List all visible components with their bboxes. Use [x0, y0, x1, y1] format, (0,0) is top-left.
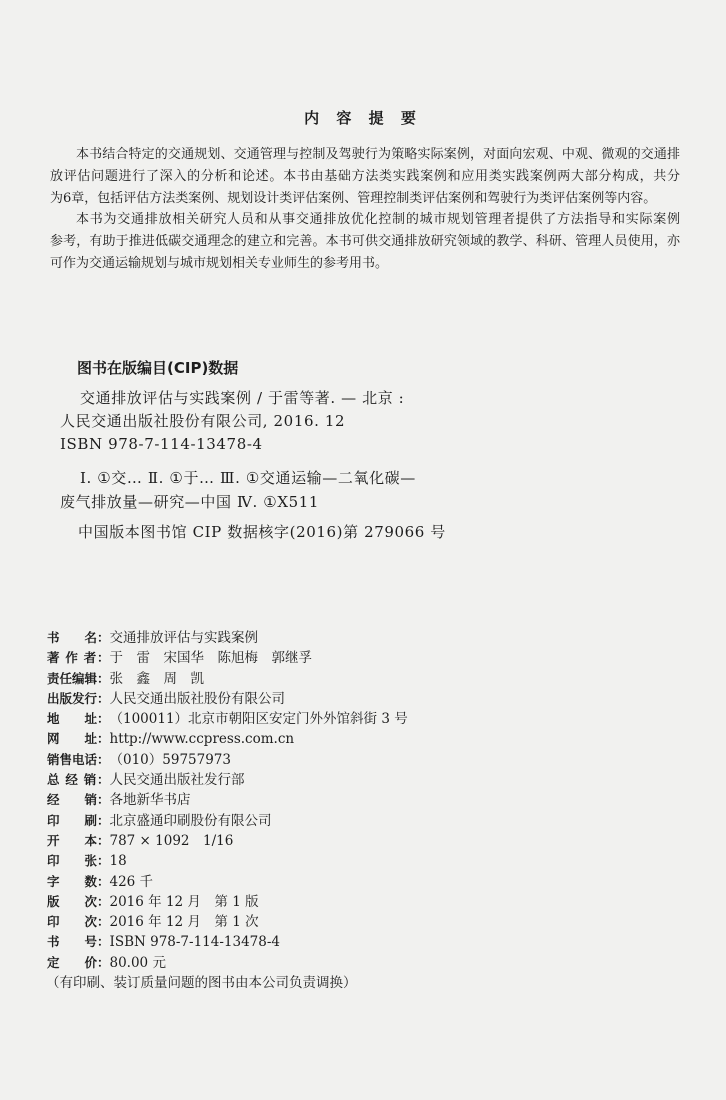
quality-note: （有印刷、装订质量问题的图书由本公司负责调换） [46, 975, 357, 992]
colophon-row [47, 892, 647, 912]
colophon-row [47, 770, 647, 790]
cip-line: 交通排放评估与实践案例 / 于雷等著. — 北京 : [80, 389, 405, 407]
cip-entry [60, 387, 404, 456]
colophon-row [47, 689, 647, 709]
colophon-value: 各地新华书店 [109, 792, 191, 809]
cip-line: 废气排放量—研究—中国 Ⅳ. ①X511 [60, 493, 320, 511]
cip-heading: 图书在版编目(CIP)数据 [77, 359, 239, 377]
colophon-label: 字 数： [47, 873, 110, 889]
cip-record: 中国版本图书馆 CIP 数据核字(2016)第 279066 号 [78, 523, 446, 541]
colophon-row [47, 811, 647, 831]
colophon-value: 张 鑫 周 凯 [109, 670, 204, 687]
colophon-label: 定 价： [47, 954, 110, 970]
colophon-row [47, 628, 647, 648]
colophon-label: 经 销： [47, 792, 110, 808]
colophon-row [47, 729, 647, 749]
colophon-value: （100011）北京市朝阳区安定门外外馆斜街 3 号 [109, 711, 408, 728]
summary-line: 放评估问题进行了深入的分析和论述。本书由基础方法类实践案例和应用类实践案例两大部分构成，共分 [50, 168, 680, 184]
colophon-label: 地 址： [47, 711, 110, 727]
summary-paragraph [50, 209, 680, 274]
cip-line: ISBN 978-7-114-13478-4 [60, 435, 263, 453]
colophon-value: （010）59757973 [109, 751, 231, 768]
summary-title: 内 容 提 要 [304, 109, 422, 127]
colophon-value: 于 雷 宋国华 陈旭梅 郭继孚 [109, 650, 312, 667]
colophon-label: 书 名： [47, 630, 110, 645]
colophon-label: 印 次： [47, 914, 110, 930]
colophon-label: 出版发行： [47, 690, 110, 706]
colophon-label: 网 址： [47, 731, 110, 747]
colophon-label: 销售电话： [47, 751, 110, 767]
summary-line: 本书为交通排放相关研究人员和从事交通排放优化控制的城市规划管理者提供了方法指导和实际案例 [76, 212, 680, 228]
colophon-row [47, 750, 647, 770]
colophon-label: 著 作 者： [47, 650, 110, 666]
colophon-label: 责任编辑： [47, 670, 110, 686]
colophon-value: 787 × 1092 1/16 [109, 832, 234, 849]
colophon-label: 印 张： [47, 853, 110, 869]
colophon-label: 版 次： [47, 893, 110, 909]
summary-body [50, 144, 680, 275]
summary-paragraph [50, 144, 680, 209]
colophon-value: 北京盛通印刷股份有限公司 [109, 812, 272, 829]
colophon-value: 交通排放评估与实践案例 [109, 630, 258, 646]
colophon-label: 总 经 销： [47, 772, 110, 788]
colophon-label: 开 本： [47, 832, 110, 848]
colophon-row [47, 872, 647, 892]
colophon-value: 人民交通出版社股份有限公司 [109, 690, 285, 707]
colophon-list [47, 628, 647, 993]
colophon-value: 2016 年 12 月 第 1 版 [109, 893, 259, 910]
colophon-value: 426 千 [109, 873, 154, 890]
colophon-label: 印 刷： [47, 812, 110, 828]
colophon-row [47, 953, 647, 973]
colophon-value: 18 [109, 853, 127, 870]
summary-line: 可作为交通运输规划与城市规划相关专业师生的参考用书。 [50, 255, 389, 271]
colophon-value: http://www.ccpress.com.cn [109, 731, 295, 748]
cip-entry [60, 466, 416, 514]
colophon-value: ISBN 978-7-114-13478-4 [109, 934, 281, 951]
summary-line: 本书结合特定的交通规划、交通管理与控制及驾驶行为策略实际案例，对面向宏观、中观、微观的交通排 [76, 147, 680, 162]
colophon-value: 人民交通出版社发行部 [109, 772, 245, 789]
cip-line: 人民交通出版社股份有限公司, 2016. 12 [60, 412, 346, 430]
colophon-row [47, 669, 647, 689]
colophon-row [47, 790, 647, 810]
colophon-row [47, 648, 647, 668]
colophon-row [47, 851, 647, 871]
colophon-label: 书 号： [47, 934, 110, 950]
colophon-value: 80.00 元 [109, 954, 166, 971]
cip-line: Ⅰ. ①交… Ⅱ. ①于… Ⅲ. ①交通运输—二氧化碳— [80, 469, 416, 487]
colophon-value: 2016 年 12 月 第 1 次 [109, 914, 259, 931]
summary-line: 参考，有助于推进低碳交通理念的建立和完善。本书可供交通排放研究领域的教学、科研、管理人员使用，亦 [50, 234, 680, 250]
colophon-row [47, 709, 647, 729]
colophon-row [47, 831, 647, 851]
summary-line: 为6章，包括评估方法类案例、规划设计类评估案例、管理控制类评估案例和驾驶行为类评估案例等内容。 [50, 190, 657, 206]
colophon-row [47, 912, 647, 932]
colophon-row [47, 932, 647, 952]
